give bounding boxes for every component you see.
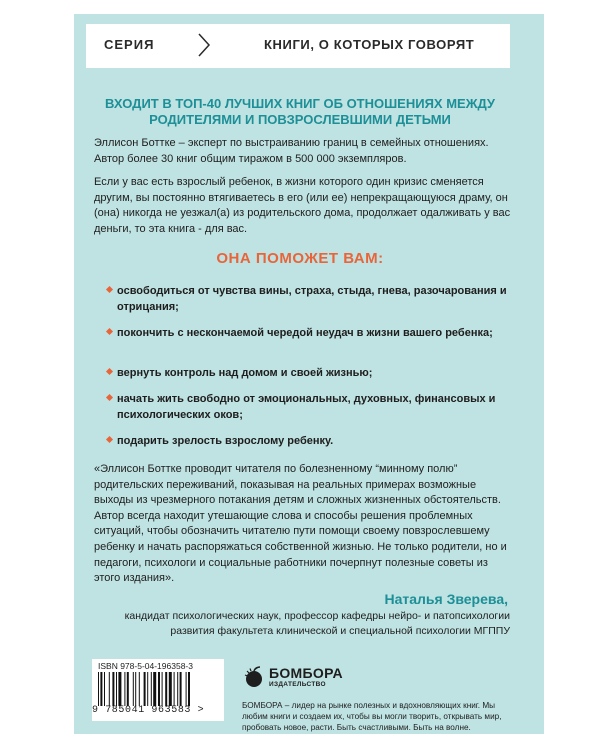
publisher-logo-icon [242, 666, 266, 688]
list-item: начать жить свободно от эмоциональных, духовных, финансовых и психологических оков; [117, 391, 507, 423]
list-item: освободиться от чувства вины, страха, стыда, гнева, разочарования и отрицания; [117, 283, 507, 315]
list-item: покончить с нескончаемой чередой неудач в жизни вашего ребенка; [117, 325, 507, 341]
isbn-text: ISBN 978-5-04-196358-3 [98, 661, 193, 671]
quote-author: Наталья Зверева, [384, 591, 508, 607]
list-item: подарить зрелость взрослому ребенку. [117, 433, 507, 449]
headline: ВХОДИТ В ТОП-40 ЛУЧШИХ КНИГ ОБ ОТНОШЕНИЯХ МЕЖДУ РОДИТЕЛЯМИ И ПОВЗРОСЛЕВШИМИ ДЕТЬМИ [105, 96, 495, 127]
chevron-right-icon [196, 32, 212, 58]
author-intro: Эллисон Боттке – эксперт по выстраиванию границ в семейных отношениях. Автор более 30 книг общим тиражом в 500 000 экземпляров. [94, 137, 489, 165]
series-label: СЕРИЯ [104, 37, 155, 52]
body-paragraph: Если у вас есть взрослый ребенок, в жизни которого один кризис сменяется другим, вы постоянно втягиваетесь в его (или ее) непрекращающуюся драму, он (она) никогда не уезжал(а) из родительского дома, продолжает одалживать у вас деньги, то эта книга - для вас. [94, 176, 511, 235]
publisher-sub: ИЗДАТЕЛЬСТВО [269, 681, 326, 688]
barcode-bars [98, 672, 218, 706]
series-name: КНИГИ, О КОТОРЫХ ГОВОРЯТ [264, 37, 475, 52]
publisher-description: БОМБОРА – лидер на рынке полезных и вдохновляющих книг. Мы любим книги и создаем их, чтобы вы могли творить, открывать мир, пробовать новое, расти. Быть счастливыми. Быть на волне. [242, 701, 502, 732]
publisher-name: БОМБОРА [269, 665, 343, 681]
list-item: вернуть контроль над домом и своей жизнью; [117, 365, 507, 381]
ean-digits: 9 785041 963583 > [92, 705, 205, 716]
barcode [92, 659, 224, 721]
review-quote: «Эллисон Боттке проводит читателя по болезненному “минному полю” родительских переживаний, показывая на реальных примерах возможные выходы из чрезмерного потакания детям и сложных жизненных обстоятельств. Автор всегда находит утешающие слова и способы решения проблемных ситуаций, чтобы обозначить читателю пути помощи своему повзрослевшему ребенку и начать распоряжаться собственной жизнью. Не только родители, но и педагоги, психологи и социальные работники почерпнут полезные советы из этого издания». [94, 463, 507, 585]
helps-title: ОНА ПОМОЖЕТ ВАМ: [216, 250, 384, 267]
series-bar [86, 24, 510, 68]
quote-author-credentials: кандидат психологических наук, профессор кафедры нейро- и патопсихологии развития факультета клинической и специальной психологии МГППУ [124, 610, 510, 637]
